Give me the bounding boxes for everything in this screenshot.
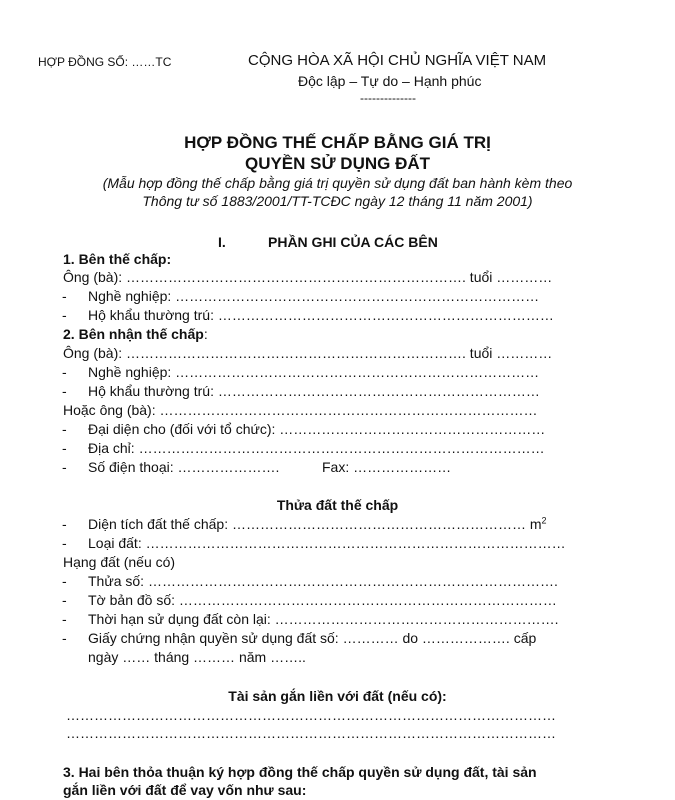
party2-fax-field: Fax: ………………… (322, 459, 452, 475)
party2-name-field: Ông (bà): ………………………………………………………………. tuổi ………… (63, 345, 553, 361)
section-numeral: I. (218, 234, 226, 250)
nation-name: CỘNG HÒA XÃ HỘI CHỦ NGHĨA VIỆT NAM (248, 52, 547, 69)
contract-number: HỢP ĐỒNG SỐ: ……TC (38, 55, 172, 69)
party1-residence-field: Hộ khẩu thường trú: ……………………………………………………………… (88, 307, 554, 323)
party2-heading-colon: : (203, 326, 208, 342)
list-dash: - (62, 611, 67, 627)
land-certificate-field: Giấy chứng nhận quyền sử dụng đất số: ………… do ………………. cấp (88, 630, 537, 646)
section3-line2: gắn liền với đất để vay vốn như sau: (63, 782, 307, 798)
list-dash: - (62, 535, 67, 551)
party2-heading-number: 2. (63, 326, 79, 342)
square-meter-superscript: 2 (541, 515, 547, 526)
list-dash: - (62, 573, 67, 589)
section3-line1: 3. Hai bên thỏa thuận ký hợp đồng thế chấp quyền sử dụng đất, tài sản (63, 764, 537, 780)
list-dash: - (62, 440, 67, 456)
party2-residence-field: Hộ khẩu thường trú: …………………………………………………………… (88, 383, 540, 399)
list-dash: - (62, 307, 67, 323)
document-title-line2: QUYỀN SỬ DỤNG ĐẤT (244, 154, 431, 173)
party2-address-field: Địa chỉ: …………………………………………………………………………… (88, 440, 545, 456)
list-dash: - (62, 383, 67, 399)
party2-heading (63, 325, 208, 343)
national-motto: Độc lập – Tự do – Hạnh phúc (298, 73, 482, 89)
land-term-field: Thời hạn sử dụng đất còn lại: ……………………………………………………. (88, 611, 559, 627)
list-dash: - (62, 364, 67, 380)
assets-line-1: …………………………………………………………………………………………… (66, 707, 556, 723)
document-title-line1: HỢP ĐỒNG THẾ CHẤP BẰNG GIÁ TRỊ (184, 133, 491, 152)
assets-heading: Tài sản gắn liền với đất (nếu có): (228, 688, 447, 704)
list-dash: - (62, 288, 67, 304)
land-area-field: Diện tích đất thế chấp: ……………………………………………………… m (88, 516, 542, 532)
document-note-line1: (Mẫu hợp đồng thế chấp bằng giá trị quyền sử dụng đất ban hành kèm theo (102, 175, 573, 191)
land-plot-field: Thửa số: ……………………………………………………………………………. (88, 573, 558, 589)
assets-line-2: …………………………………………………………………………………………… (66, 725, 556, 741)
header-separator: -------------- (360, 91, 416, 105)
list-dash: - (62, 630, 67, 646)
party1-heading: 1. Bên thế chấp: (63, 251, 172, 267)
party1-occupation-field: Nghề nghiệp: …………………………………………………………………… (88, 288, 540, 304)
party2-heading-label: Bên nhận thế chấp (78, 326, 204, 342)
land-map-field: Tờ bản đồ số: ……………………………………………………………………… (88, 592, 557, 608)
section-heading: PHẦN GHI CỦA CÁC BÊN (268, 234, 438, 250)
list-dash: - (62, 459, 67, 475)
land-grade-label: Hạng đất (nếu có) (63, 554, 176, 570)
party2-representative-field: Đại diện cho (đối với tổ chức): ………………………………………………… (88, 421, 546, 437)
land-issue-date-field: ngày …… tháng ……… năm …….. (88, 649, 306, 665)
document-note-line2: Thông tư số 1883/2001/TT-TCĐC ngày 12 tháng 11 năm 2001) (142, 193, 533, 209)
list-dash: - (62, 421, 67, 437)
party2-occupation-field: Nghề nghiệp: …………………………………………………………………… (88, 364, 540, 380)
list-dash: - (62, 592, 67, 608)
party2-or-name-field: Hoặc ông (bà): ……………………………………………………………………… (63, 402, 538, 418)
party2-phone-field: Số điện thoại: …………………. (88, 459, 280, 475)
party1-name-field: Ông (bà): ………………………………………………………………. tuổi ………… (63, 269, 553, 285)
land-heading: Thửa đất thế chấp (276, 497, 399, 513)
land-type-field: Loại đất: ……………………………………………………………………………… (88, 535, 566, 551)
list-dash: - (62, 516, 67, 532)
